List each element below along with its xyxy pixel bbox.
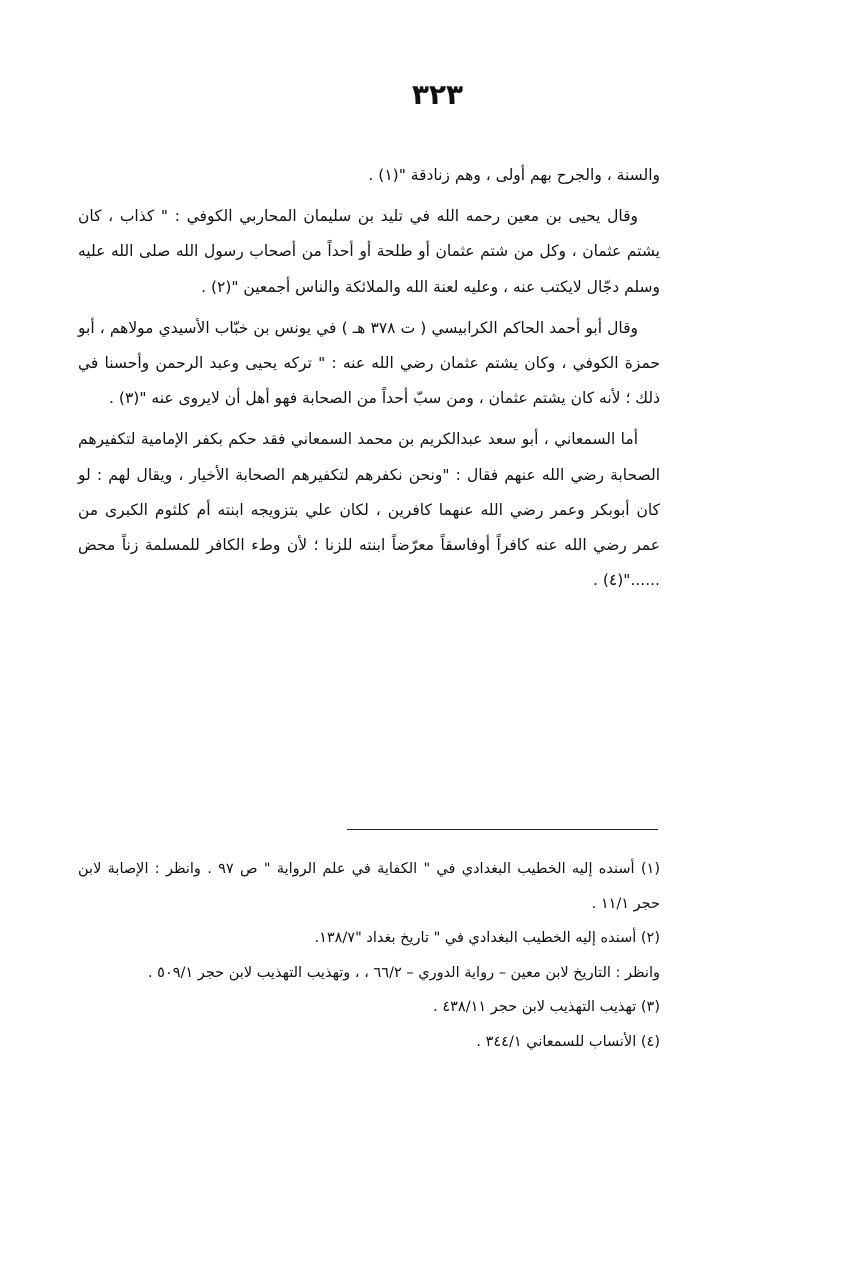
footnote-4: (٤) الأنساب للسمعاني ٣٤٤/١ . — [476, 1033, 660, 1050]
paragraph-2: وقال يحيى بن معين رحمه الله في تليد بن سليمان المحاربي الكوفي : " كذاب ، كان يشتم عثمان ، وكل من شتم عثمان أو طلحة أو أحداً من أصحاب رسول الله صلى الله عليه وسلم دجّال لايكتب عنه ، وعليه لعنة الله والملائكة والناس أجمعين "(٢) . — [78, 207, 660, 296]
footnotes — [78, 852, 660, 1059]
main-text — [78, 158, 660, 604]
footnote-divider — [347, 829, 658, 830]
page-number: ٣٢٣ — [411, 78, 464, 111]
paragraph-3: وقال أبو أحمد الحاكم الكرابيسي ( ت ٣٧٨ هـ ) في يونس بن خبّاب الأسيدي مولاهم ، أبو حمزة الكوفي ، وكان يشتم عثمان رضي الله عنه : " تركه يحيى وعبد الرحمن وأحسنا في ذلك ؛ لأنه كان يشتم عثمان ، ومن سبّ أحداً من الصحابة فهو أهل أن لايروى عنه "(٣) . — [78, 318, 660, 408]
footnote-3: (٣) تهذيب التهذيب لابن حجر ٤٣٨/١١ . — [433, 999, 660, 1015]
paragraph-4: أما السمعاني ، أبو سعد عبدالكريم بن محمد السمعاني فقد حكم بكفر الإمامية لتكفيرهم الصحابة رضي الله عنهم فقال : "ونحن نكفرهم لتكفيرهم الصحابة الأخيار ، ويقال لهم : لو كان أبوبكر وعمر رضي الله عنهما كافرين ، لكان علي بتزويجه ابنته أم كلثوم الكبرى من عمر رضي الله عنه كافراً أوفاسقاً معرّضاً ابنته للزنا ؛ لأن وطء الكافر للمسلمة زناً محض ......"(٤) . — [78, 430, 660, 590]
footnote-1: (١) أسنده إليه الخطيب البغدادي في " الكفاية في علم الرواية " ص ٩٧ . وانظر : الإصابة لابن حجر ١١/١ . — [78, 861, 660, 912]
footnote-2-continued: وانظر : التاريخ لابن معين – رواية الدوري – ٦٦/٢ ، ، وتهذيب التهذيب لابن حجر ٥٠٩/١ . — [147, 964, 660, 981]
footnote-2: (٢) أسنده إليه الخطيب البغدادي في " تاريخ بغداد "١٣٨/٧. — [314, 930, 660, 946]
paragraph-1: والسنة ، والجرح بهم أولى ، وهم زنادقة "(١) . — [368, 166, 660, 184]
